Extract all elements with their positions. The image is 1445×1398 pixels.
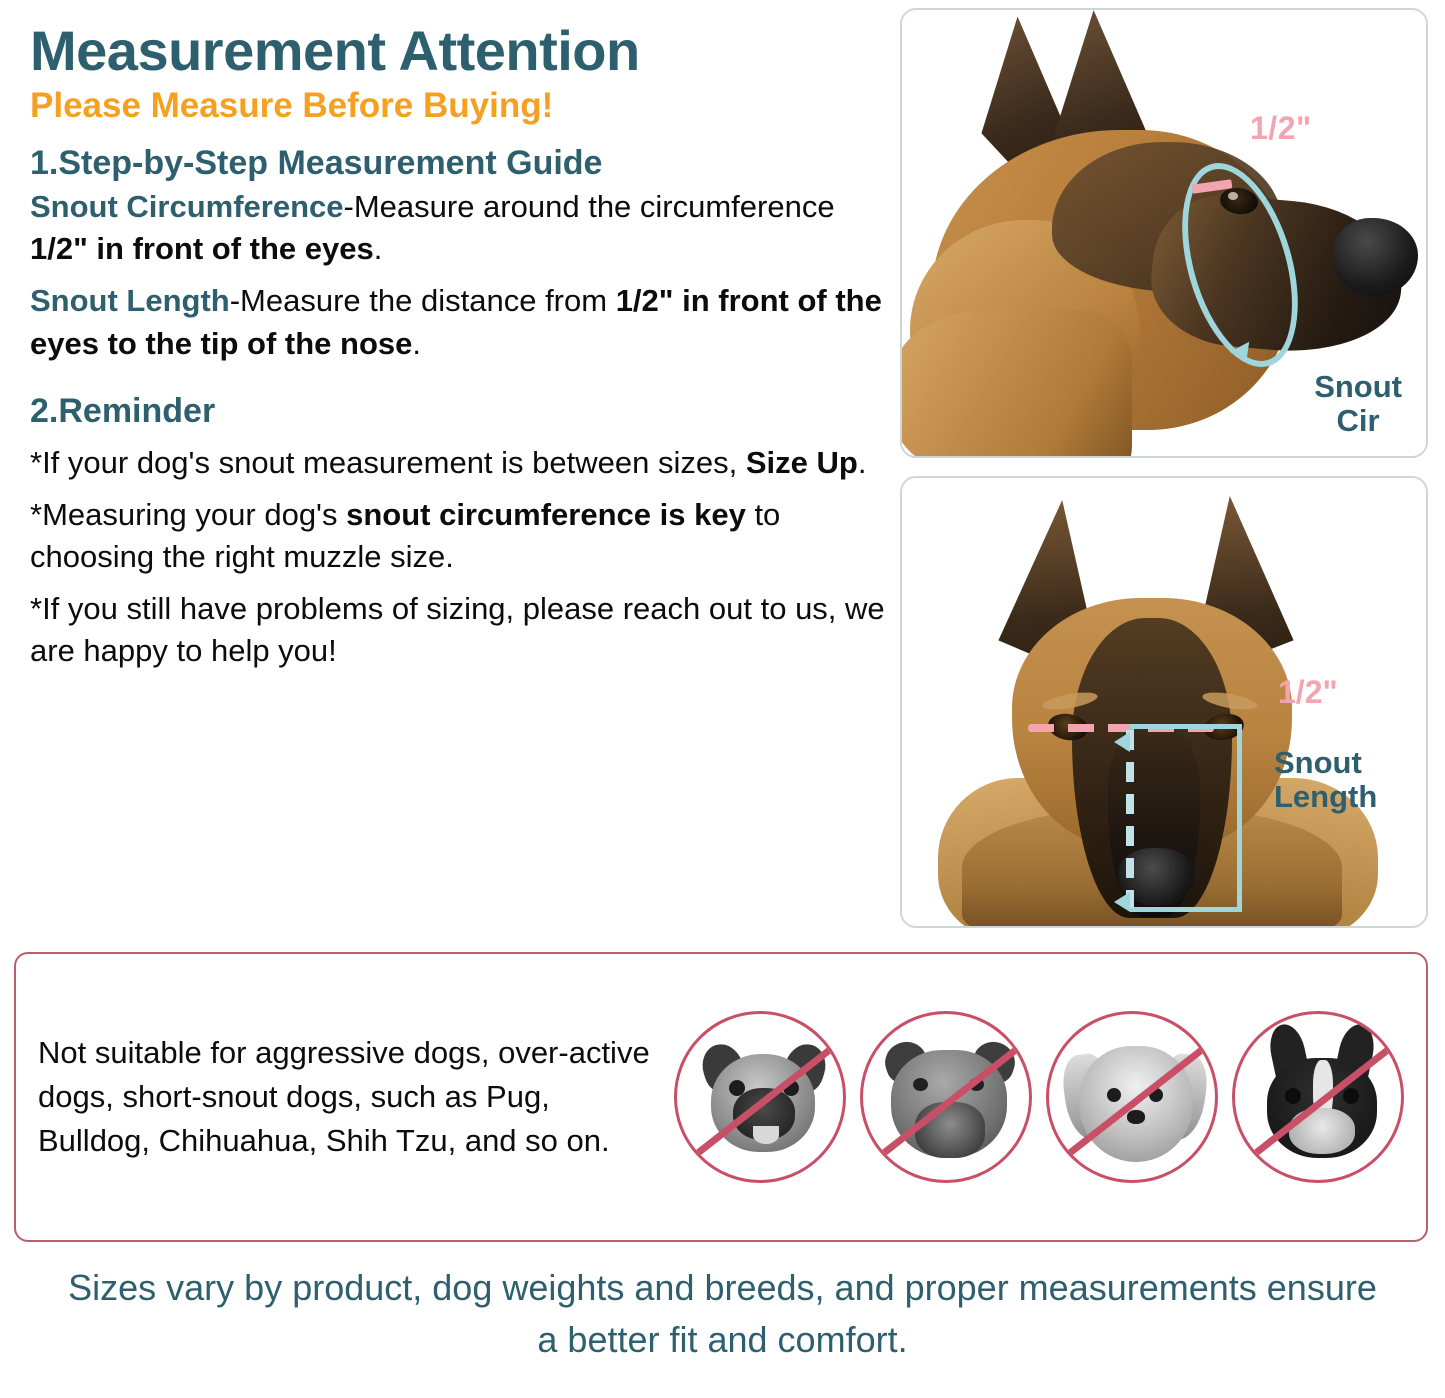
guide-section-title: 1.Step-by-Step Measurement Guide: [30, 144, 603, 183]
reminder-item-2-pre: *Measuring your dog's: [30, 496, 347, 532]
dog-neck: [902, 310, 1132, 456]
reminder-item-3: *If you still have problems of sizing, please reach out to us, we are happy to help you!: [30, 590, 885, 669]
page-subtitle: Please Measure Before Buying!: [30, 85, 554, 125]
excluded-breed-shih-tzu: [1046, 1011, 1218, 1183]
snout-length-instruction: [30, 280, 894, 364]
snout-cir-caption-line2: Cir: [1336, 402, 1380, 438]
footer-note: Sizes vary by product, dog weights and breeds, and proper measurements ensure a better fit and comfort.: [68, 1267, 1377, 1361]
snout-length-text-2: .: [412, 325, 422, 361]
length-dashed-line-icon: [1126, 730, 1134, 908]
snout-length-caption: [1274, 746, 1377, 814]
snout-circumference-text-1: -Measure around the circumference: [343, 189, 835, 225]
reminder-section-title: 2.Reminder: [30, 391, 216, 430]
excluded-breed-pug: [674, 1011, 846, 1183]
excluded-breeds-list: [674, 1011, 1404, 1183]
instructions-column: [14, 6, 894, 676]
length-bracket-icon: [1130, 724, 1242, 912]
snout-circumference-photo-card: [900, 8, 1428, 458]
excluded-breed-bulldog: [860, 1011, 1032, 1183]
snout-length-emphasis: 1/2" in front of the eyes to the tip of the nose: [30, 283, 882, 361]
snout-length-caption-line1: Snout: [1274, 745, 1362, 780]
page-title: Measurement Attention: [30, 19, 640, 82]
snout-circumference-label: Snout Circumference: [30, 189, 344, 225]
snout-circumference-text-2: .: [373, 231, 383, 267]
snout-length-caption-line2: Length: [1274, 779, 1378, 815]
reminder-item-2: [30, 494, 894, 578]
dog-nose: [1332, 218, 1418, 296]
photos-column: [894, 6, 1424, 928]
reminder-item-1-emphasis: Size Up: [745, 444, 858, 480]
snout-cir-caption: [1314, 370, 1402, 438]
reminder-item-1: [30, 442, 894, 484]
reminder-item-1-post: .: [857, 444, 867, 480]
snout-circumference-emphasis: 1/2" in front of the eyes: [30, 231, 374, 267]
snout-circumference-instruction: [30, 186, 894, 270]
snout-length-photo-card: [900, 476, 1428, 928]
warning-text: Not suitable for aggressive dogs, over-active dogs, short-snout dogs, such as Pug, Bulldog, Chihuahua, Shih Tzu, and so on.: [38, 1034, 650, 1158]
snout-length-text-1: -Measure the distance from: [229, 283, 616, 319]
length-arrow-bottom-icon: [1114, 892, 1130, 912]
snout-cir-caption-line1: Snout: [1314, 368, 1402, 404]
reminder-item-2-emphasis: snout circumference is key: [346, 496, 746, 532]
reminder-item-1-pre: *If your dog's snout measurement is between sizes,: [30, 444, 746, 480]
length-arrow-top-icon: [1114, 732, 1130, 752]
not-suitable-warning-panel: [14, 952, 1428, 1242]
circumference-measure-label: 1/2": [1250, 110, 1312, 146]
snout-length-label: Snout Length: [30, 283, 230, 319]
length-measure-label: 1/2": [1278, 674, 1338, 710]
excluded-breed-boston-terrier: [1232, 1011, 1404, 1183]
reminder-item-2-post: to choosing the right muzzle size.: [30, 496, 781, 574]
